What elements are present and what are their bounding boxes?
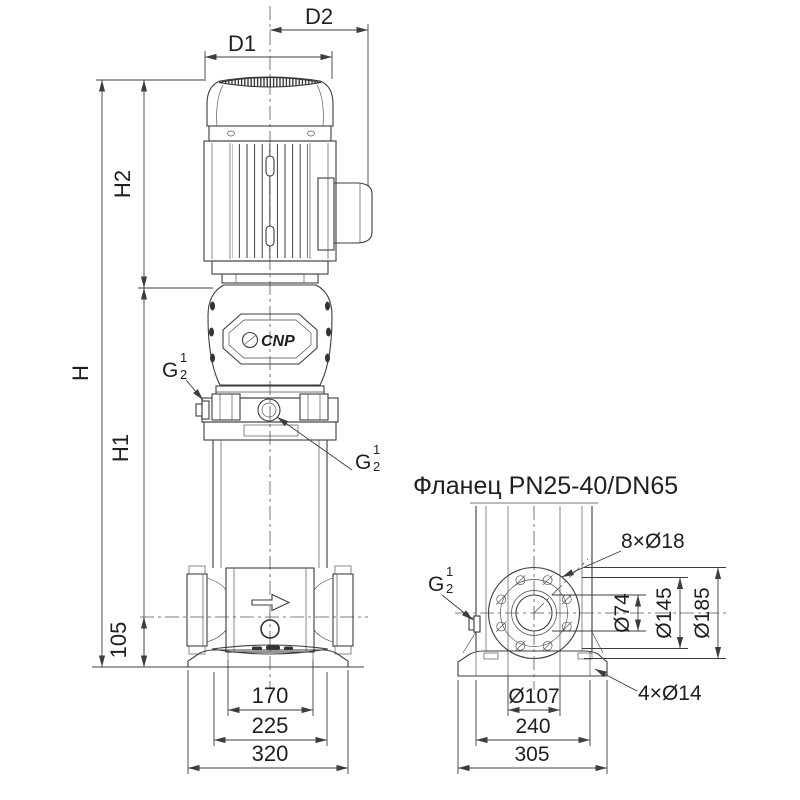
gauge-port-fitting-side bbox=[469, 618, 474, 630]
dim-label-d2: D2 bbox=[304, 4, 334, 29]
dim-label-h2: H2 bbox=[110, 169, 135, 199]
dim-label-d1: D1 bbox=[227, 31, 257, 56]
dim-label-320: 320 bbox=[251, 741, 289, 766]
flange-view-base bbox=[458, 616, 607, 676]
dim-label-240: 240 bbox=[515, 715, 551, 738]
dim-label-170: 170 bbox=[251, 683, 289, 708]
brand-text: CNP bbox=[261, 333, 295, 350]
thread-callout-left bbox=[162, 350, 203, 400]
thread-label-den: 2 bbox=[180, 367, 188, 382]
thread-callout-side bbox=[428, 564, 473, 620]
leader-foot-holes bbox=[595, 669, 637, 691]
flange-view-title: Фланец PN25-40/DN65 bbox=[413, 472, 679, 500]
thread-label-g: G bbox=[162, 359, 179, 382]
thread-label-num: 1 bbox=[180, 350, 188, 365]
dim-label-305: 305 bbox=[514, 743, 550, 766]
motor-body bbox=[204, 141, 336, 261]
discharge-flange bbox=[333, 574, 353, 646]
thread-label-den: 2 bbox=[373, 459, 381, 474]
thread-label-num: 1 bbox=[446, 564, 454, 579]
dim-label-h1: H1 bbox=[108, 433, 133, 463]
dim-label-outer: Ø185 bbox=[691, 587, 714, 639]
dim-label-port: Ø107 bbox=[508, 685, 560, 708]
dim-label-foot-holes: 4×Ø14 bbox=[638, 682, 702, 705]
dim-label-bolt-circle: Ø145 bbox=[653, 587, 676, 639]
dim-label-105: 105 bbox=[106, 621, 131, 659]
flange-view bbox=[413, 472, 728, 774]
thread-label-num: 1 bbox=[373, 442, 381, 457]
flange-dimension-lines bbox=[458, 551, 718, 768]
flange-diagonal-centerline bbox=[534, 559, 588, 613]
vent-plug bbox=[258, 399, 280, 421]
seal-housing bbox=[196, 386, 338, 440]
thread-label-g: G bbox=[428, 573, 445, 596]
dim-label-h: H bbox=[68, 365, 93, 381]
gauge-port-fitting bbox=[196, 404, 202, 416]
suction-flange bbox=[187, 574, 207, 646]
dim-label-bore: Ø74 bbox=[611, 593, 634, 633]
dim-label-225: 225 bbox=[251, 713, 289, 738]
terminal-box bbox=[318, 178, 372, 250]
thread-label-den: 2 bbox=[446, 581, 454, 596]
flow-direction-arrow-icon bbox=[252, 595, 289, 611]
dim-label-bolt-holes: 8×Ø18 bbox=[621, 530, 685, 553]
thread-label-g: G bbox=[355, 451, 372, 474]
front-view bbox=[68, 4, 380, 774]
thread-callout-vent bbox=[277, 417, 380, 474]
